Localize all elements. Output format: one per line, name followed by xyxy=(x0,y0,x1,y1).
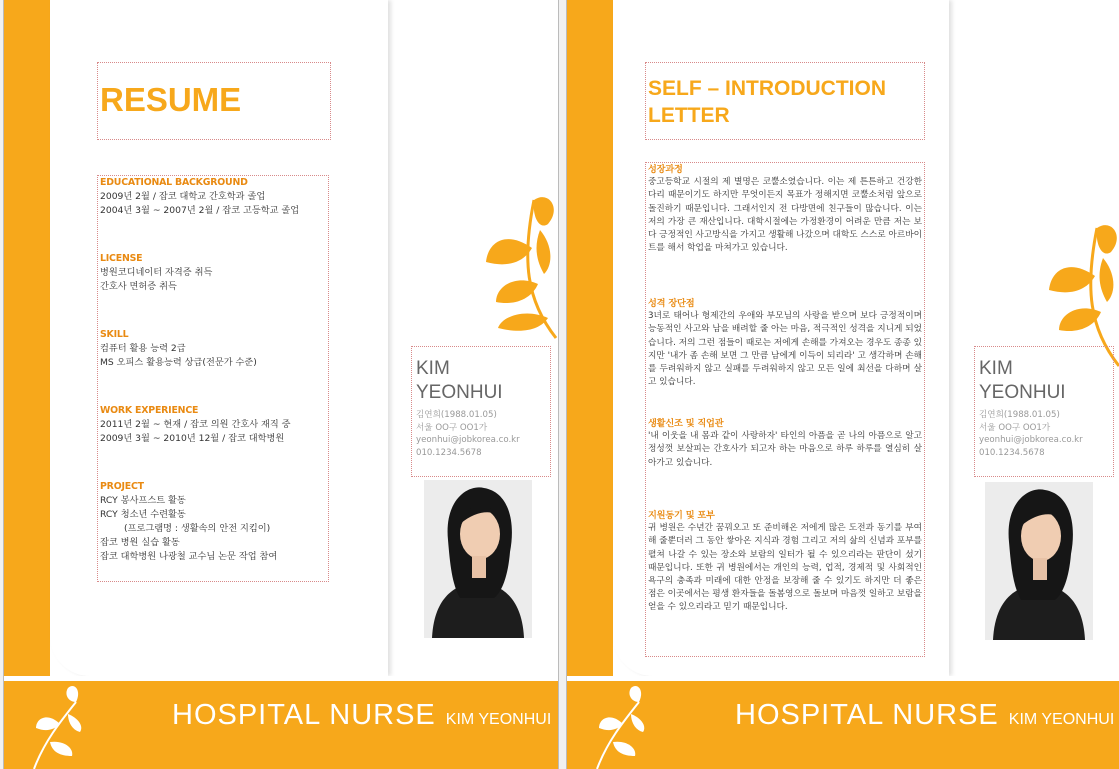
section-heading: 성장과정 xyxy=(648,164,683,175)
name-line: KIM xyxy=(416,358,450,379)
info-line: yeonhui@jobkorea.co.kr xyxy=(416,435,520,445)
section-line: 병원코디네이터 자격증 취득 xyxy=(100,267,213,278)
footer-leaf-icon xyxy=(587,682,647,769)
section-line: 2004년 3월 ~ 2007년 2월 / 잡코 고등학교 졸업 xyxy=(100,205,300,216)
letter-page xyxy=(566,0,1119,769)
leaf-branch-icon xyxy=(436,190,558,340)
section-text: 3녀로 태어나 형제간의 우애와 부모님의 사랑을 받으며 보다 긍정적이며 능동적인 사고와 남을 배려할 줄 아는 마음, 적극적인 성격을 지니게 되었습니다. 저의 그런 점들이 때로는 저에게 손해를 가져오는 경우도 종종 있지만 '내가 좀 손해 보면 그 만큼 남에게 이득이 되리라' 고 생각하며 손해를 두려워하지 않고 실패를 두려워하지 않고 모든 일에 최선을 다하며 살고 있습니다. xyxy=(648,311,922,388)
profile-box xyxy=(411,346,551,477)
footer-big-text: HOSPITAL NURSE xyxy=(172,699,436,731)
left-orange-strip xyxy=(4,0,50,680)
left-orange-strip xyxy=(567,0,613,680)
section-work xyxy=(100,404,291,446)
section-text: '내 이웃을 내 몸과 같이 사랑하자' 타인의 아픔을 곧 나의 아픔으로 알고 정성껏 보살피는 간호사가 되고자 하는 마음으로 하루 하루를 열심히 살아가고 있습니다. xyxy=(648,431,922,468)
info-line: 서울 OO구 OO1가 xyxy=(416,422,488,433)
profile-name xyxy=(416,357,503,405)
resume-content-box xyxy=(97,175,329,582)
info-line: 김연희(1988.01.05) xyxy=(979,410,1060,420)
letter-title-box xyxy=(645,62,925,140)
letter-title xyxy=(648,75,886,129)
name-line: YEONHUI xyxy=(979,382,1066,403)
footer-title xyxy=(735,699,1114,732)
title-line: LETTER xyxy=(648,104,730,127)
letter-section-personality xyxy=(648,297,922,389)
section-heading: 생활신조 및 직업관 xyxy=(648,418,724,429)
section-license xyxy=(100,252,212,294)
section-line: 간호사 면허증 취득 xyxy=(100,281,177,292)
profile-box xyxy=(974,346,1114,477)
letter-section-motivation xyxy=(648,509,922,615)
resume-page xyxy=(3,0,559,769)
section-heading: 지원동기 및 포부 xyxy=(648,510,715,521)
section-line: 2011년 2월 ~ 현재 / 잡코 의원 간호사 재직 중 xyxy=(100,419,291,430)
section-line: RCY 청소년 수련활동 xyxy=(100,509,186,520)
letter-section-growth xyxy=(648,163,922,255)
info-line: 김연희(1988.01.05) xyxy=(416,410,497,420)
section-line: MS 오피스 활용능력 상급(전문가 수준) xyxy=(100,357,257,368)
profile-name xyxy=(979,357,1066,405)
section-heading: SKILL xyxy=(100,329,129,340)
section-education xyxy=(100,176,299,218)
section-heading: EDUCATIONAL BACKGROUND xyxy=(100,177,248,188)
profile-info xyxy=(979,409,1083,459)
profile-info xyxy=(416,409,520,459)
section-heading: 성격 장단점 xyxy=(648,298,695,309)
section-heading: WORK EXPERIENCE xyxy=(100,405,199,416)
footer-leaf-icon xyxy=(24,682,84,769)
footer-title xyxy=(172,699,551,732)
section-line: 2009년 3월 ~ 2010년 12월 / 잡코 대학병원 xyxy=(100,433,285,444)
section-heading: LICENSE xyxy=(100,253,143,264)
section-line: 2009년 2월 / 잡코 대학교 간호학과 졸업 xyxy=(100,191,266,202)
info-line: yeonhui@jobkorea.co.kr xyxy=(979,435,1083,445)
section-text: 중고등학교 시절의 제 별명은 코뿔소였습니다. 이는 제 튼튼하고 건강한 다리 때문이기도 하지만 무엇이든지 목표가 정해지면 코뿔소처럼 앞으로 돌진하기 때문입니다. 그래서인지 전 다방면에 친구들이 많습니다. 이는 저의 가장 큰 재산입니다. 대학시절에는 가정환경이 어려운 만큼 저는 보다 긍정적인 사고방식을 가지고 생활해 나갔으며 대학도 스스로 아르바이트를 해서 학업을 마쳐가고 있습니다. xyxy=(648,177,922,254)
section-text: 귀 병원은 수년간 꿈꿔오고 또 준비해온 저에게 많은 도전과 동기를 부여해 줄뿐더러 그 동안 쌓아온 지식과 경험 그리고 저의 삶의 신념과 포부를 펼쳐 나갈 수 있는 장소와 보람의 일터가 될 수 있으리라는 판단이 섰기 때문입니다. 또한 귀 병원에서는 개인의 능력, 업적, 경제적 및 사회적인 욕구의 충족과 미래에 대한 안정을 보장해 줄 수 있기도 하지만 더 좋은 점은 이곳에서는 평생 환자들을 돌봄영으로 돌보며 마음껏 일하고 보람을 얻을 수 있으리라고 믿기 때문입니다. xyxy=(648,523,922,613)
footer-big-text: HOSPITAL NURSE xyxy=(735,699,999,731)
section-project xyxy=(100,480,277,564)
section-line: 잡코 대학병원 나광철 교수님 논문 작업 참여 xyxy=(100,551,278,562)
name-line: YEONHUI xyxy=(416,382,503,403)
info-line: 010.1234.5678 xyxy=(979,447,1045,458)
section-heading: PROJECT xyxy=(100,481,144,492)
resume-title: RESUME xyxy=(100,81,242,118)
section-line: (프로그램명 : 생활속의 안전 지킴이) xyxy=(124,523,271,534)
profile-photo xyxy=(985,482,1093,640)
letter-section-motto xyxy=(648,417,922,470)
profile-photo xyxy=(424,480,532,638)
info-line: 010.1234.5678 xyxy=(416,447,482,458)
title-line: SELF – INTRODUCTION xyxy=(648,77,887,100)
section-line: RCY 봉사프스트 활동 xyxy=(100,495,186,506)
info-line: 서울 OO구 OO1가 xyxy=(979,422,1051,433)
resume-title-box xyxy=(97,62,331,140)
name-line: KIM xyxy=(979,358,1013,379)
section-line: 잡코 병원 실습 활동 xyxy=(100,537,180,548)
section-line: 컴퓨터 활용 능력 2급 xyxy=(100,343,186,354)
letter-content-box xyxy=(645,162,925,657)
section-skill xyxy=(100,328,257,370)
footer-small-text: KIM YEONHUI xyxy=(445,711,552,728)
footer-small-text: KIM YEONHUI xyxy=(1008,711,1115,728)
